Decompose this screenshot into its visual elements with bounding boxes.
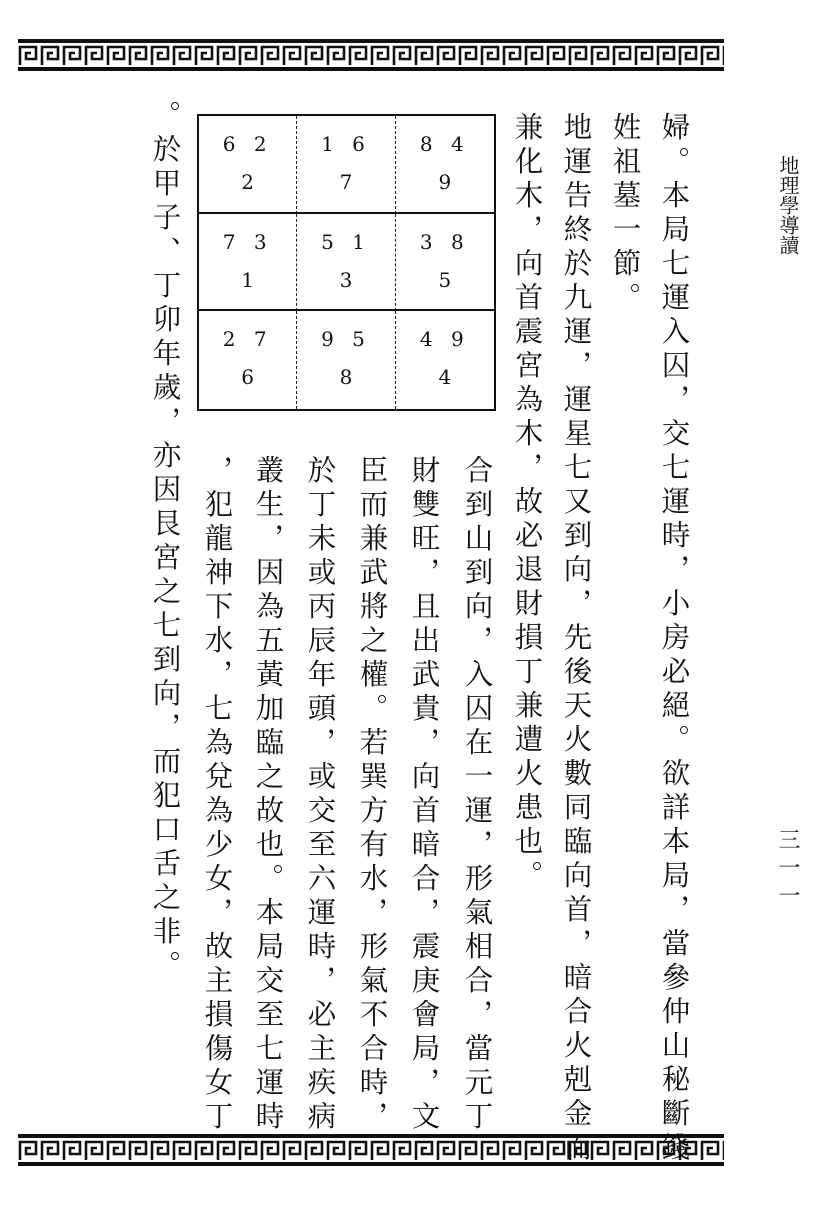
top-meander-border-graphic	[18, 38, 724, 72]
text-column-3: 地運告終於九運，運星七又到向，先後天火數同臨向首，暗合火剋金而	[559, 112, 593, 1166]
text-column-5: 合到山到向，入囚在一運，形氣相合，當元丁	[460, 455, 494, 1135]
text-column-1: 婦。本局七運入囚，交七運時，小房必絕。欲詳本局，當參仲山秘斷錢	[657, 112, 691, 1166]
text-column-10: ，犯龍神下水，七為兌為少女，故主損傷女丁	[200, 455, 234, 1135]
chart-cell	[199, 116, 297, 214]
text-column-2: 姓祖墓一節。	[608, 112, 642, 316]
cell-star-pair: 4 9	[419, 327, 470, 352]
bottom-meander-border-graphic	[18, 1133, 724, 1167]
text-column-9: 叢生，因為五黃加臨之故也。本局交至七運時	[251, 455, 285, 1135]
cell-star-pair: 7 3	[222, 229, 273, 254]
cell-base-star: 7	[339, 170, 353, 194]
flying-star-chart	[197, 114, 496, 411]
cell-base-star: 8	[339, 365, 353, 390]
chart-cell	[297, 116, 395, 214]
cell-base-star: 4	[438, 365, 452, 390]
page-number: 三一一	[775, 828, 800, 912]
chart-cell	[396, 116, 494, 214]
chart-cell	[297, 311, 395, 409]
text-column-11: 。於甲子、丁卯年歲，亦因艮宮之七到向，而犯口舌之非。	[148, 100, 182, 984]
chart-cell	[396, 311, 494, 409]
text-column-4: 兼化木，向首震宮為木，故必退財損丁兼遭火患也。	[510, 112, 544, 894]
top-meander-border	[18, 38, 724, 72]
chart-cell	[199, 214, 297, 312]
cell-base-star: 1	[241, 267, 255, 292]
text-column-8: 於丁未或丙辰年頭，或交至六運時，必主疾病	[303, 455, 337, 1135]
text-column-7: 臣而兼武將之權。若巽方有水，形氣不合時，	[355, 455, 389, 1135]
cell-base-star: 3	[339, 267, 353, 292]
cell-star-pair: 3 8	[419, 229, 470, 254]
cell-base-star: 6	[241, 365, 255, 390]
chart-cell	[396, 214, 494, 312]
chart-cell	[199, 311, 297, 409]
cell-star-pair: 1 6	[321, 132, 371, 156]
cell-base-star: 9	[438, 170, 452, 194]
chart-cell	[297, 214, 395, 312]
cell-base-star: 2	[241, 170, 255, 194]
cell-star-pair: 2 7	[222, 327, 273, 352]
cell-star-pair: 8 4	[419, 132, 470, 156]
text-column-6: 財雙旺，且出武貴，向首暗合，震庚會局，文	[407, 455, 441, 1135]
bottom-meander-border	[18, 1133, 724, 1167]
cell-star-pair: 9 5	[321, 327, 371, 352]
cell-base-star: 5	[438, 267, 452, 292]
running-book-title: 地理學導讀	[776, 155, 800, 255]
cell-star-pair: 5 1	[321, 229, 371, 254]
cell-star-pair: 6 2	[222, 132, 273, 156]
